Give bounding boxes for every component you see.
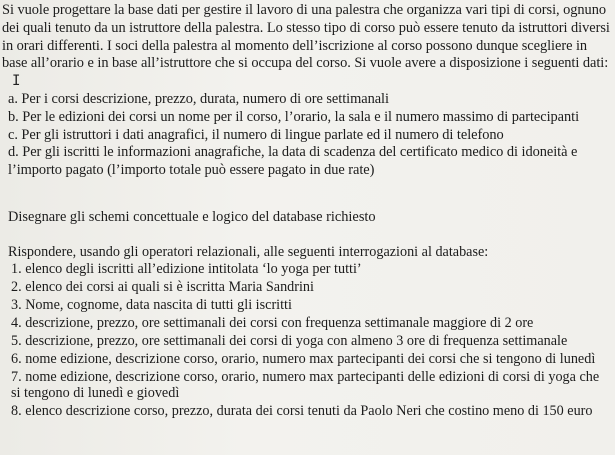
requirement-item-c: c. Per gli istruttori i dati anagrafici, il numero di lingue parlate ed il numero di telefono [8,126,504,143]
intro-paragraph [2,2,612,91]
queries-list [8,261,608,419]
query-item-4: 4. descrizione, prezzo, ore settimanali dei corsi con frequenza settimanale maggiore di 2 ore [11,315,534,331]
task-statement: Disegnare gli schemi concettuale e logico del database richiesto [8,209,376,225]
query-item-1: 1. elenco degli iscritti all’edizione intitolata ‘lo yoga per tutti’ [11,261,362,277]
query-item-8: 8. elenco descrizione corso, prezzo, durata dei corsi tenuti da Paolo Neri che costino meno di 150 euro [11,403,593,419]
requirement-item-d: d. Per gli iscritti le informazioni anagrafiche, la data di scadenza del certificato medico di idoneità e l’importo pagato (l’importo totale può essere pagato in due rate) [8,144,578,179]
queries-heading: Rispondere, usando gli operatori relazionali, alle seguenti interrogazioni al database: [8,244,489,260]
requirement-item-b: b. Per le edizioni dei corsi un nome per il corso, l’orario, la sala e il numero massimo di partecipanti [8,108,580,125]
text-cursor-icon: I [12,73,21,90]
queries-section [8,244,608,421]
intro-section [2,2,612,180]
intro-text: Si vuole progettare la base dati per gestire il lavoro di una palestra che organizza vari tipi di corsi, ognuno dei quali tenuto da un istruttore della palestra. Lo stesso tipo di corso può essere tenuto da istruttori diversi in orari differenti. I soci della palestra al momento dell’iscrizione al corso possono dunque scegliere in base all’orario e in base all’istruttore che si occupa del corso. Si vuole avere a disposizione i seguenti dati: [2,2,610,72]
requirements-list [2,91,612,180]
requirement-item-a: a. Per i corsi descrizione, prezzo, durata, numero di ore settimanali [8,90,389,107]
query-item-5: 5. descrizione, prezzo, ore settimanali dei corsi di yoga con almeno 3 ore di frequenza settimanale [11,333,568,349]
query-item-6: 6. nome edizione, descrizione corso, orario, numero max partecipanti dei corsi che si tengono di lunedì [11,351,596,367]
query-item-7: 7. nome edizione, descrizione corso, orario, numero max partecipanti delle edizioni di corsi di yoga che si tengono di lunedì e giovedì [11,369,600,401]
query-item-3: 3. Nome, cognome, data nascita di tutti gli iscritti [11,297,292,313]
query-item-2: 2. elenco dei corsi ai quali si è iscritta Maria Sandrini [11,279,314,295]
